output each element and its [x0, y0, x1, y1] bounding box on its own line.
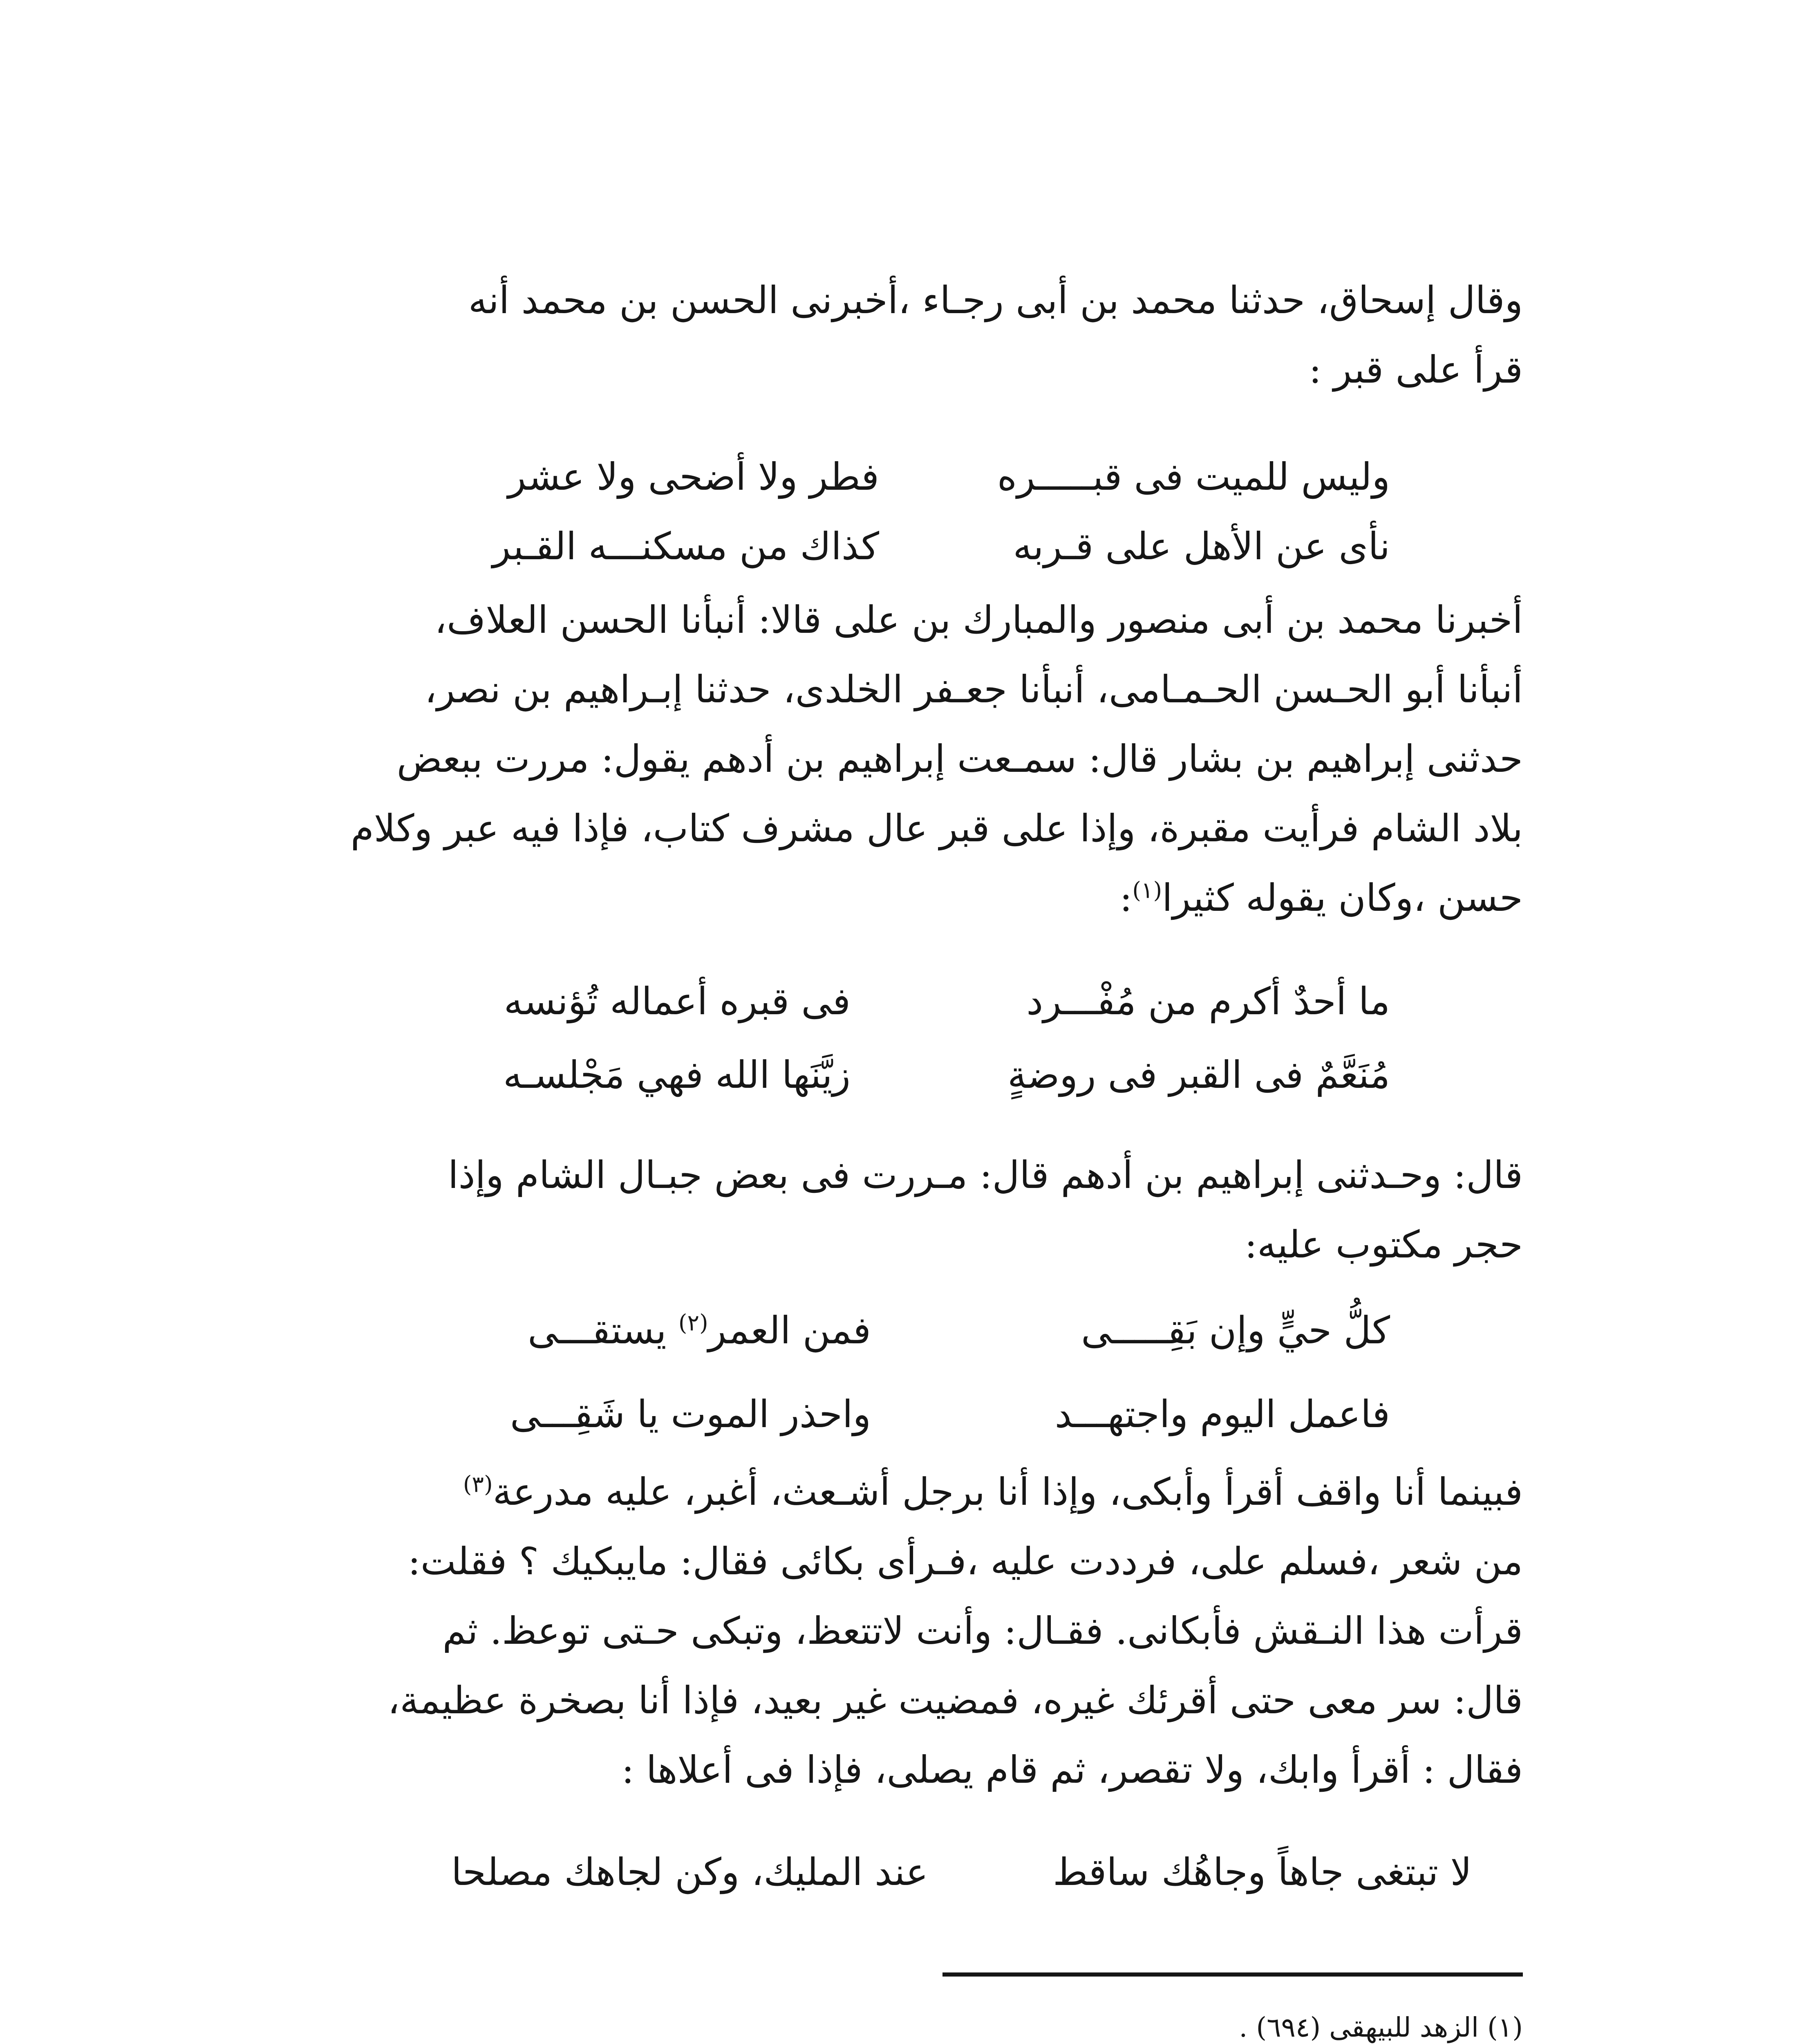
verse-hemistich-right: لا تبتغى جاهاً وجاهُك ساقط — [1053, 1850, 1472, 1894]
verse-hemistich-right: ما أحدٌ أكرم من مُفْـــرد — [1026, 979, 1390, 1023]
paragraph-3 — [256, 1141, 1523, 1280]
footnote-ref: (٢) — [678, 1310, 708, 1336]
verse-hemistich-right: مُنَعَّمٌ فى القبر فى روضةٍ — [1007, 1053, 1390, 1097]
text-line — [256, 1457, 1523, 1527]
footnote-separator — [942, 1972, 1523, 1977]
text-fragment: فبينما أنا واقف أقرأ وأبكى، وإذا أنا برجل أشـعث، أغبر، عليه مدرعة — [492, 1470, 1523, 1514]
verse-hemistich-left: واحذر الموت يا شَقِـــى — [510, 1392, 871, 1436]
text-line: بلاد الشام فرأيت مقبرة، وإذا على قبر عال مشرف كتاب، فإذا فيه عبر وكلام — [350, 807, 1523, 850]
text-line: قرأ على قبر : — [1309, 348, 1523, 392]
text-line: أخبرنا محمد بن أبى منصور والمبارك بن على قالا: أنبأنا الحسن العلاف، — [434, 598, 1523, 642]
verse-hemistich-left: زيَّنَها الله فهي مَجْلسـه — [503, 1053, 851, 1097]
text-line — [256, 863, 1523, 933]
footnote-ref: (١) — [1132, 877, 1162, 904]
text-line: وقال إسحاق، حدثنا محمد بن أبى رجـاء ،أخبرنى الحسن بن محمد أنه — [468, 278, 1523, 322]
text-fragment: يستقـــى — [528, 1309, 678, 1352]
verse-hemistich-left: فى قبره أعماله تُؤنسه — [504, 979, 851, 1023]
paragraph-1 — [256, 266, 1523, 405]
text-fragment: : — [1119, 876, 1133, 920]
footnotes — [256, 2003, 1523, 2044]
verse-hemistich-left: كذاك من مسكنـــه القـبر — [492, 524, 879, 568]
paragraph-4 — [256, 1457, 1523, 1805]
verse-hemistich-right: وليس للميت فى قبـــــره — [997, 455, 1390, 499]
text-fragment: فمن العمر — [708, 1309, 871, 1352]
verse-hemistich-right: نأى عن الأهل على قـربه — [1013, 524, 1390, 568]
text-line: أنبأنا أبو الحـسن الحـمـامى، أنبأنا جعـفر الخلدى، حدثنا إبـراهيم بن نصر، — [424, 668, 1523, 711]
text-line: حدثنى إبراهيم بن بشار قال: سمـعت إبراهيم بن أدهم يقول: مررت ببعض — [396, 737, 1523, 781]
verse-hemistich-right: فاعمل اليوم واجتهـــد — [1054, 1392, 1390, 1436]
verse-hemistich-left — [528, 1296, 871, 1365]
verse-hemistich-left: فطر ولا أضحى ولا عشر — [508, 455, 879, 499]
text-line: قرأت هذا النـقش فأبكانى. فقـال: وأنت لاتتعظ، وتبكى حـتى توعظ. ثم — [442, 1609, 1523, 1653]
verse-hemistich-right: كلُّ حيٍّ وإن بَقِـــــى — [1081, 1309, 1390, 1352]
paragraph-2 — [256, 585, 1523, 933]
text-line: حجر مكتوب عليه: — [1245, 1223, 1523, 1266]
footnote-item: (١) الزهد للبيهقى (٦٩٤) . — [1239, 2012, 1523, 2043]
verse-hemistich-left: عند المليك، وكن لجاهك مصلحا — [451, 1850, 928, 1894]
text-line: قال: وحـدثنى إبراهيم بن أدهم قال: مـررت فى بعض جبـال الشام وإذا — [448, 1153, 1523, 1197]
footnote-ref: (٣) — [463, 1471, 493, 1498]
text-line: قال: سر معى حتى أقرئك غيره، فمضيت غير بعيد، فإذا أنا بصخرة عظيمة، — [387, 1679, 1523, 1722]
text-line: فقال : أقرأ وابك، ولا تقصر، ثم قام يصلى، فإذا فى أعلاها : — [621, 1748, 1523, 1792]
text-fragment: حسن ،وكان يقوله كثيرا — [1162, 876, 1523, 920]
text-line: من شعر ،فسلم على، فرددت عليه ،فـرأى بكائى فقال: مايبكيك ؟ فقلت: — [407, 1540, 1523, 1583]
